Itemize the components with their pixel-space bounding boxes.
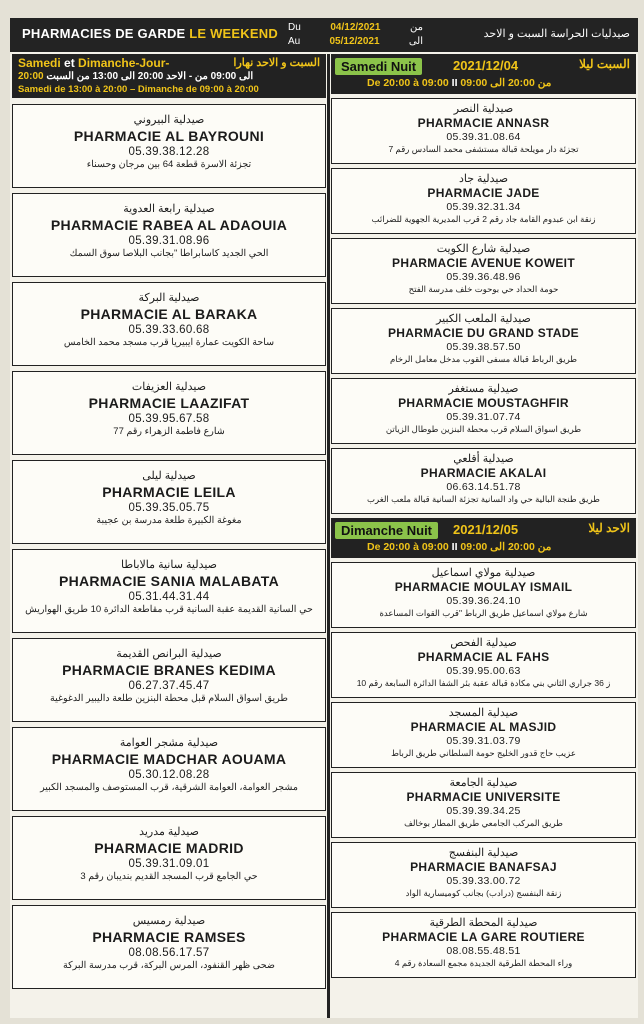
day-hours-arabic bbox=[18, 71, 253, 82]
pharmacy-card bbox=[12, 638, 326, 722]
pharmacy-phone: 05.39.31.07.74 bbox=[446, 411, 521, 423]
pharmacy-card bbox=[331, 308, 636, 374]
pharmacy-phone: 05.39.32.31.34 bbox=[446, 201, 521, 213]
pharmacy-name: PHARMACIE ANNASR bbox=[417, 116, 550, 130]
pharmacy-name: PHARMACIE LEILA bbox=[102, 484, 236, 500]
pharmacy-name: PHARMACIE LAAZIFAT bbox=[88, 395, 250, 411]
pharmacy-name-arabic: صيدلية شارع الكويت bbox=[436, 243, 531, 255]
pharmacy-phone: 05.39.33.60.68 bbox=[128, 324, 210, 336]
pharmacy-phone: 05.39.31.09.01 bbox=[128, 858, 210, 870]
pharmacy-card bbox=[331, 702, 636, 768]
pharmacy-phone: 05.39.35.05.75 bbox=[128, 502, 210, 514]
pharmacy-name-arabic: صيدلية سانية مالاباطا bbox=[121, 559, 217, 571]
pharmacy-address: تجزئة الاسرة قطعة 64 بين مرجان وحسناء bbox=[86, 159, 252, 170]
pharmacy-phone: 05.39.31.08.64 bbox=[446, 131, 521, 143]
pharmacy-name-arabic: صيدلية الملعب الكبير bbox=[436, 313, 531, 325]
day-hours-end: 20:00 bbox=[18, 71, 44, 82]
pharmacy-address: طريق أسواق السلام قبل محطة البنزين طلعة داليبير الدغوغية bbox=[50, 693, 288, 704]
pharmacy-phone: 06.63.14.51.78 bbox=[446, 481, 521, 493]
pharmacy-address: حي السانية القديمة عقبة السانية قرب مقاطعة الدائرة 10 طريق الهواريش bbox=[25, 604, 313, 615]
pharmacy-name: PHARMACIE MOUSTAGHFIR bbox=[398, 396, 569, 410]
pharmacy-phone: 05.39.95.67.58 bbox=[128, 413, 210, 425]
pharmacy-phone: 05.39.95.00.63 bbox=[446, 665, 521, 677]
pharmacy-name: PHARMACIE RABEA AL ADAOUIA bbox=[50, 217, 288, 233]
pharmacy-address: حومة الحداد حي بوحوت خلف مدرسة الفتح bbox=[408, 284, 559, 294]
pharmacy-name: PHARMACIE AL BARAKA bbox=[80, 306, 258, 322]
saturday-night-label-arabic: السبت ليلا bbox=[579, 57, 630, 71]
sunday-night-date: 2021/12/05 bbox=[453, 522, 519, 537]
pharmacy-name: PHARMACIE JADE bbox=[427, 186, 540, 200]
title-highlight: LE WEEKEND bbox=[189, 26, 278, 41]
pharmacy-name: PHARMACIE AKALAI bbox=[420, 466, 547, 480]
pharmacy-address: طريق طنجة البالية حي واد السانية تجزئة السانية قبالة ملعب الغرب bbox=[367, 494, 600, 504]
pharmacy-name: PHARMACIE BANAFSAJ bbox=[410, 860, 557, 874]
pharmacy-address: عزيب حاج قدور الخليج حومة السلطاني طريق الرباط bbox=[391, 748, 576, 758]
hours-separator: II bbox=[448, 541, 461, 553]
pharmacy-name: PHARMACIE AL MASJID bbox=[410, 720, 557, 734]
saturday-night-header bbox=[331, 54, 636, 94]
au-label: Au bbox=[288, 36, 301, 47]
pharmacy-card bbox=[12, 816, 326, 900]
pharmacy-name-arabic: صيدلية رمسيس bbox=[132, 915, 206, 927]
pharmacy-address: الحي الجديد كاسابراطا "بجانب البلاصا سوق السمك bbox=[69, 248, 269, 259]
pharmacy-address: حي الجامع قرب المسجد القديم بنديبان رقم 3 bbox=[80, 871, 258, 882]
pharmacy-card bbox=[331, 168, 636, 234]
pharmacy-name: PHARMACIE SANIA MALABATA bbox=[58, 573, 280, 589]
pharmacy-phone: 05.30.12.08.28 bbox=[128, 769, 210, 781]
pharmacy-card bbox=[12, 905, 326, 989]
night-column bbox=[331, 54, 636, 982]
pharmacy-address: زنقة ابن عبدوم القامة جاد رقم 2 قرب المديرية الجهوية للضرائب bbox=[371, 214, 596, 224]
pharmacy-card bbox=[331, 912, 636, 978]
pharmacy-name: PHARMACIE LA GARE ROUTIERE bbox=[382, 930, 585, 944]
pharmacy-phone: 05.39.31.08.96 bbox=[128, 235, 210, 247]
pharmacy-address: وراء المحطة الطرقية الجديدة مجمع السعادة رقم 4 bbox=[394, 958, 573, 968]
pharmacy-phone: 05.39.38.57.50 bbox=[446, 341, 521, 353]
pharmacy-address: شارع فاطمة الزهراء رقم 77 bbox=[113, 426, 225, 437]
pharmacy-address: مغوغة الكبيرة طلعة مدرسة بن عجيبة bbox=[96, 515, 242, 526]
pharmacy-name-arabic: صيدلية العزيفات bbox=[131, 381, 207, 393]
du-ar: من bbox=[410, 22, 423, 33]
pharmacy-card bbox=[12, 282, 326, 366]
pharmacy-address: طريق المركب الجامعي طريق المطار بوخالف bbox=[404, 818, 563, 828]
pharmacy-phone: 05.39.36.24.10 bbox=[446, 595, 521, 607]
pharmacy-name: PHARMACIE AVENUE KOWEIT bbox=[392, 256, 575, 270]
date-range bbox=[288, 21, 423, 49]
pharmacy-name: PHARMACIE DU GRAND STADE bbox=[388, 326, 579, 340]
pharmacy-name-arabic: صيدلية البيروني bbox=[133, 114, 205, 126]
pharmacy-card bbox=[12, 727, 326, 811]
title-text: PHARMACIES DE GARDE bbox=[22, 26, 190, 41]
sunday-night-label-arabic: الاحد ليلا bbox=[588, 521, 630, 535]
pharmacy-name-arabic: صيدلية النصر bbox=[453, 103, 514, 115]
hours-arabic: من 20:00 الى 09:00 bbox=[460, 77, 552, 89]
pharmacy-name: PHARMACIE MOULAY ISMAIL bbox=[394, 580, 573, 594]
pharmacy-phone: 08.08.56.17.57 bbox=[128, 947, 210, 959]
pharmacy-card bbox=[331, 98, 636, 164]
pharmacy-name: PHARMACIE RAMSES bbox=[92, 929, 246, 945]
pharmacy-address: مشجر العوامة، العوامة الشرقية، قرب المستوصف والمسجد الكبير bbox=[40, 782, 298, 793]
pharmacy-card bbox=[12, 549, 326, 633]
pharmacy-phone: 08.08.55.48.51 bbox=[446, 945, 521, 957]
hours-french: De 20:00 à 09:00 bbox=[367, 541, 449, 553]
day-section-header bbox=[12, 54, 326, 98]
hours-separator: II bbox=[448, 77, 461, 89]
sunday-night-header bbox=[331, 518, 636, 558]
pharmacy-name-arabic: صيدلية مشجر العوامة bbox=[119, 737, 219, 749]
pharmacy-name-arabic: صيدلية المسجد bbox=[448, 707, 519, 719]
pharmacy-card bbox=[331, 238, 636, 304]
pharmacy-name-arabic: صيدلية مستغفر bbox=[448, 383, 519, 395]
au-ar: الى bbox=[408, 36, 423, 47]
du-date: 04/12/2021 bbox=[330, 22, 381, 33]
pharmacy-card bbox=[12, 104, 326, 188]
pharmacy-card bbox=[331, 632, 636, 698]
pharmacy-phone: 05.31.44.31.44 bbox=[128, 591, 210, 603]
pharmacy-card bbox=[12, 371, 326, 455]
pharmacy-name-arabic: صيدلية الجامعة bbox=[449, 777, 518, 789]
pharmacy-name: PHARMACIE UNIVERSITE bbox=[406, 790, 561, 804]
day-title-samedi: Samedi bbox=[18, 56, 65, 70]
day-section-title-arabic: السبت و الاحد نهارا bbox=[233, 57, 320, 69]
saturday-night-date: 2021/12/04 bbox=[453, 58, 519, 73]
pharmacy-address: طريق الرباط قبالة مسفى القوب مدخل معامل الرخام bbox=[389, 354, 578, 364]
sunday-night-label: Dimanche Nuit bbox=[335, 522, 438, 539]
poster-title bbox=[22, 26, 278, 41]
pharmacy-name-arabic: صيدلية المحطة الطرقية bbox=[429, 917, 538, 929]
pharmacy-card bbox=[12, 460, 326, 544]
pharmacy-name-arabic: صيدلية ليلى bbox=[142, 470, 196, 482]
day-hours-text: الى 09:00 من - الاحد 20:00 الى 13:00 من السبت bbox=[43, 71, 254, 82]
pharmacy-phone: 06.27.37.45.47 bbox=[128, 680, 210, 692]
pharmacy-card bbox=[331, 842, 636, 908]
saturday-night-label: Samedi Nuit bbox=[335, 58, 422, 75]
pharmacy-name-arabic: صيدلية الفحص bbox=[450, 637, 517, 649]
du-label: Du bbox=[288, 22, 301, 33]
day-column bbox=[12, 54, 326, 994]
au-date: 05/12/2021 bbox=[329, 36, 380, 47]
pharmacy-name: PHARMACIE MADCHAR AOUAMA bbox=[51, 751, 287, 767]
poster-title-arabic: صيدليات الحراسة السبت و الاحد bbox=[483, 28, 630, 40]
pharmacy-phone: 05.39.31.03.79 bbox=[446, 735, 521, 747]
day-pharmacy-list bbox=[12, 104, 326, 989]
pharmacy-name-arabic: صيدلية مولاي اسماعيل bbox=[431, 567, 536, 579]
pharmacy-address: ساحة الكويت عمارة ايبيريا قرب مسجد محمد الخامس bbox=[63, 337, 275, 348]
pharmacy-card bbox=[331, 772, 636, 838]
pharmacy-address: تجزئة دار مويلحة قبالة مستشفى محمد السادس رقم 7 bbox=[388, 144, 579, 154]
day-title-et: et bbox=[64, 56, 75, 70]
pharmacy-name: PHARMACIE AL BAYROUNI bbox=[73, 128, 265, 144]
saturday-night-hours bbox=[367, 77, 551, 89]
pharmacy-address: شارع مولاي اسماعيل طريق الرباط "قرب القوات المساعدة bbox=[379, 608, 588, 618]
poster-header bbox=[10, 18, 638, 52]
pharmacy-address: ضحى ظهر القنفود، المرس البركة، قرب مدرسة البركة bbox=[63, 960, 275, 971]
pharmacy-name-arabic: صيدلية جاد bbox=[458, 173, 509, 185]
day-hours-french: Samedi de 13:00 à 20:00 – Dimanche de 09:00 à 20:00 bbox=[18, 84, 259, 95]
hours-arabic: من 20:00 الى 09:00 bbox=[460, 541, 552, 553]
pharmacy-card bbox=[331, 378, 636, 444]
hours-french: De 20:00 à 09:00 bbox=[367, 77, 449, 89]
pharmacy-address: طريق اسواق السلام قرب محطة البنزين طوطال الزياتن bbox=[385, 424, 582, 434]
pharmacy-name: PHARMACIE AL FAHS bbox=[417, 650, 550, 664]
pharmacy-phone: 05.39.36.48.96 bbox=[446, 271, 521, 283]
sunday-night-hours bbox=[367, 541, 551, 553]
pharmacy-card bbox=[331, 448, 636, 514]
pharmacy-address: ز 36 جراري الثاني بني مكادة قبالة عقبة بئر الشفا الدائرة السابعة رقم 10 bbox=[356, 678, 611, 688]
pharmacy-name-arabic: صيدلية مدريد bbox=[139, 826, 199, 838]
pharmacy-card bbox=[12, 193, 326, 277]
pharmacy-name-arabic: صيدلية البرانص القديمة bbox=[116, 648, 222, 660]
column-divider bbox=[327, 54, 330, 1018]
day-section-title bbox=[18, 56, 169, 70]
pharmacy-name: PHARMACIE MADRID bbox=[94, 840, 244, 856]
pharmacy-phone: 05.39.39.34.25 bbox=[446, 805, 521, 817]
pharmacy-name-arabic: صيدلية البنفسج bbox=[448, 847, 519, 859]
pharmacy-phone: 05.39.33.00.72 bbox=[446, 875, 521, 887]
pharmacy-address: زنقة البنفسج (درادب) بجانب كوميسارية الواد bbox=[405, 888, 562, 898]
pharmacy-phone: 05.39.38.12.28 bbox=[128, 146, 210, 158]
pharmacy-card bbox=[331, 562, 636, 628]
day-title-dimanche: Dimanche-Jour- bbox=[74, 56, 170, 70]
pharmacy-name: PHARMACIE BRANES KEDIMA bbox=[62, 662, 276, 678]
pharmacy-name-arabic: صيدلية أقلعي bbox=[453, 453, 514, 465]
pharmacy-name-arabic: صيدلية البركة bbox=[138, 292, 200, 304]
pharmacy-name-arabic: صيدلية رابعة العدوية bbox=[123, 203, 215, 215]
